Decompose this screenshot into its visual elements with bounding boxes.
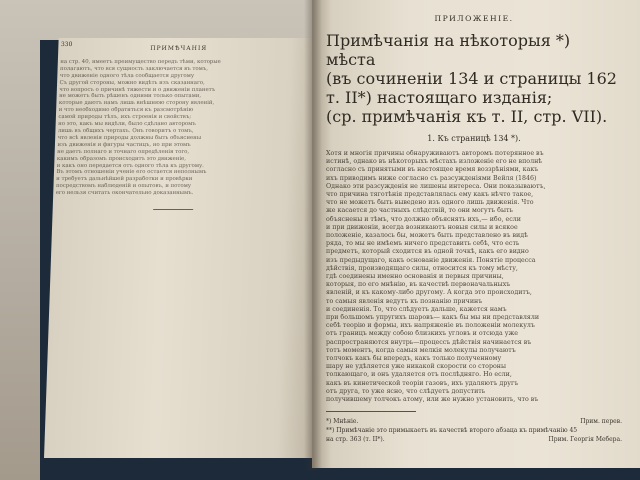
text-line: что не можетъ быть выведено изъ одного лишь движенія. Что — [326, 199, 534, 207]
left-page-number: 330 — [60, 41, 73, 48]
text-line: и при движеніи, всегда возникаютъ новыя силы и всякое — [326, 223, 518, 231]
text-line: изъ предыдущаго, какъ основаніе движенія. Понятіе процесса — [326, 256, 536, 264]
text-line: дѣйствія, производящаго силы, относится къ тому мѣсту, — [326, 264, 518, 272]
text-line: что вопросъ о причинѣ тяжести и о движеніи планетъ — [59, 86, 216, 93]
text-line: какимъ образомъ происходитъ это движеніе, — [56, 155, 187, 162]
text-line: его нельзя считать окончательно доказаннымъ. — [55, 190, 194, 197]
text-line: же касается до частныхъ слѣдствій, то они могутъ быть — [326, 207, 513, 215]
text-line: что всѣ явленія природы должны быть объяснены — [57, 134, 202, 141]
text-line: изъ движенія и фигуры частицъ, но при этомъ — [57, 141, 191, 148]
subheading-line: Примѣчанія на нѣкоторыя *) мѣста — [326, 31, 571, 69]
text-line: которыя, по его мнѣнію, въ качествѣ первоначальныхъ — [326, 281, 511, 289]
text-line: то самыя явленія ведутъ къ познанію причинъ — [326, 297, 483, 305]
section-title: 1. Къ страницѣ 134 *). — [427, 134, 521, 143]
text-line: не можетъ быть рѣшенъ одними только опытами, — [58, 93, 202, 100]
text-line: полагаютъ, что вся сущность заключается въ томъ, — [59, 65, 209, 72]
text-line: шару не удѣляется уже никакой скорости со стороны — [326, 363, 507, 371]
text-line: на стр. 40, имеетъ преимущество передъ тѣми, которые — [60, 58, 221, 65]
text-line: отъ друга, то уже ясно, что слѣдуетъ допустить — [326, 387, 486, 395]
text-line: не даетъ полнаго и точнаго опредѣленія того, — [57, 148, 190, 155]
text-line: отъ границъ между собою близкихъ угловъ и отсюда уже — [326, 330, 519, 338]
subheading-line: (ср. примѣчанія къ т. II, стр. VII). — [326, 107, 608, 126]
footnote-attribution: Прим. перев. — [580, 418, 622, 426]
text-line: явленій, и къ какому-либо другому. А когда это происходитъ, — [326, 289, 532, 297]
text-line: лишь въ общихъ чертахъ. Онъ говоритъ о томъ, — [57, 127, 194, 134]
footnote — [326, 426, 622, 435]
text-line: что причина тяготѣнія представлялась ему какъ нѣчто такое, — [326, 191, 534, 199]
footnote-text: *) Мнѣніе. — [326, 418, 359, 426]
text-line: Въ этомъ отношеніи ученіе его остается неполнымъ — [56, 169, 207, 176]
text-line: Съ другой стороны, можно видѣть изъ сказаннаго, — [59, 79, 205, 86]
right-page-text — [326, 14, 622, 444]
footnote-text: на стр. 363 (т. II*). — [326, 436, 385, 444]
text-line: предметъ, который сходится въ одной точкѣ, какъ его видно — [326, 248, 529, 256]
text-line: объяснены и тѣмъ, что должно объяснять ихъ,— ибо, если — [326, 215, 521, 223]
text-line: получившему толчокъ атому, или же нужно установить, что въ — [326, 396, 539, 404]
right-subheading — [326, 31, 622, 126]
footnotes — [326, 417, 622, 444]
text-line: и соединенія. То, что слѣдуетъ дальше, кажется намъ — [326, 305, 507, 313]
text-line: посредствомъ наблюденій и опытовъ, и потому — [55, 183, 192, 190]
left-page-text — [55, 41, 297, 210]
footnote-text: **) Примѣчаніе это примыкаетъ въ качествѣ второго абзаца къ примѣчанію 45 — [326, 427, 578, 435]
footnote — [326, 417, 622, 426]
text-line: согласно съ принятыми въ настоящее время воззрѣніями, какъ — [326, 166, 539, 174]
text-line: распространяются внутрь—процессъ дѣйствія начинается въ — [326, 338, 532, 346]
left-text-block — [56, 59, 297, 197]
text-line: какъ въ кинетической теоріи газовъ, ихъ удаляютъ другъ — [326, 379, 519, 387]
text-line: что движеніе одного тѣла сообщается другому — [59, 72, 195, 79]
text-line: тотъ моментъ, когда самыя мелкія молекулы получаютъ — [326, 346, 516, 354]
text-line: при большомъ упругихъ шаровъ— какъ бы мы ни представляли — [326, 314, 540, 322]
text-line: которые даютъ намъ лишь внѣшнюю сторону явленій, — [58, 100, 215, 107]
text-line: ихъ приводимъ ниже согласно съ разсужденіями Вейля (1846) — [326, 174, 537, 182]
right-running-head: ПРИЛОЖЕНІЕ. — [434, 14, 514, 23]
book-gutter — [304, 0, 322, 470]
text-line: и что необходимо обратиться къ разсмотрѣнію — [58, 107, 194, 114]
footnote — [326, 435, 622, 444]
footnote-attribution: Прим. Георгія Мебера. — [548, 436, 622, 444]
text-line: толчокъ какъ бы впередъ, какъ только полученному — [326, 355, 502, 363]
text-line: и требуетъ дальнѣйшей разработки и провѣрки — [56, 176, 193, 183]
subheading-line: (въ сочиненіи 134 и страницы 162 т. II*) настоящаго изданія; — [326, 69, 617, 107]
text-line: гдѣ соединены именно основанія и первыя причины, — [326, 273, 504, 281]
text-line: Хотя и многія причины обнаруживаютъ авторомъ потерянное въ — [326, 150, 544, 157]
text-line: самой природы тѣлъ, ихъ строенія и свойствъ; — [58, 114, 192, 121]
right-body-text — [326, 150, 622, 404]
text-line: но это, какъ мы видѣли, было сдѣлано авторомъ — [58, 121, 196, 128]
text-line: толкающаго, и онъ удаляется отъ послѣдняго. Но если, — [326, 371, 512, 379]
left-running-head: ПРИМѢЧАНІЯ — [150, 45, 208, 52]
text-line: положеніе, казалось бы, можетъ быть представлено въ видѣ — [326, 232, 528, 240]
text-line: ряда, то мы не имѣемъ ничего представить себѣ, что есть — [326, 240, 520, 248]
footnote-rule — [326, 411, 416, 412]
left-end-rule — [153, 209, 193, 210]
text-line: истинѣ, однако въ нѣкоторыхъ мѣстахъ изложеніе его не вполнѣ — [326, 158, 543, 166]
text-line: Однако эти разсужденія не лишены интереса. Они показываютъ, — [326, 182, 546, 190]
text-line: и какъ оно передается отъ одного тѣла къ другому. — [56, 162, 205, 169]
text-line: себѣ теорію и формы, ихъ напряженіе въ положеніи молекулъ — [326, 322, 535, 330]
